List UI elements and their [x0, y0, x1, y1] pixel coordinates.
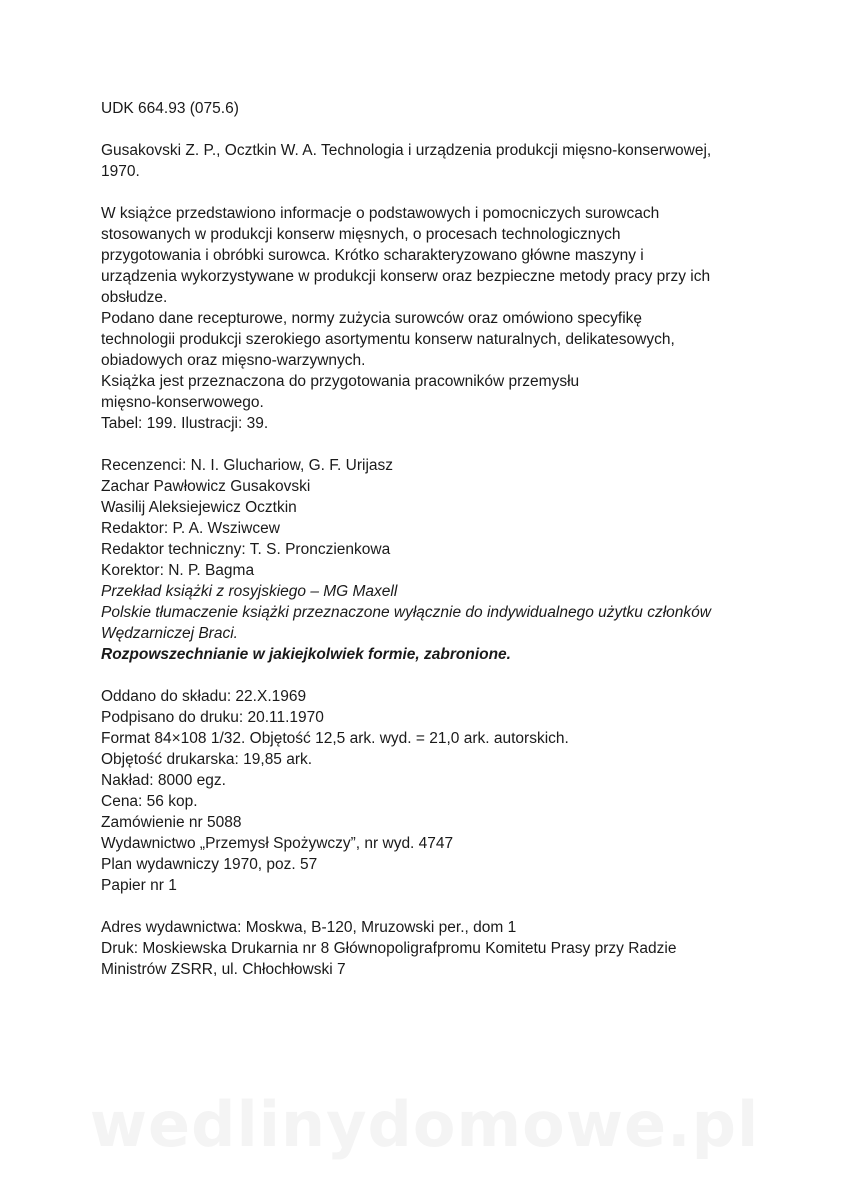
abstract-line: W książce przedstawiono informacje o podstawowych i pomocniczych surowcach: [101, 205, 660, 222]
abstract-line: Książka jest przeznaczona do przygotowania pracowników przemysłu: [101, 373, 580, 390]
imprint-line: Podpisano do druku: 20.11.1970: [101, 709, 324, 726]
prohibition-notice: Rozpowszechnianie w jakiejkolwiek formie, zabronione.: [101, 646, 511, 663]
abstract-line: mięsno-konserwowego.: [101, 394, 264, 411]
abstract-line: technologii produkcji szerokiego asortymentu konserw naturalnych, delikatesowych,: [101, 331, 675, 348]
credit-line: Recenzenci: N. I. Gluchariow, G. F. Urijasz: [101, 457, 394, 474]
watermark: wedlinydomowe.pl: [89, 1088, 760, 1161]
imprint-line: Objętość drukarska: 19,85 ark.: [101, 751, 313, 768]
imprint: [101, 686, 761, 896]
credit-line: Wasilij Aleksiejewicz Ocztkin: [101, 499, 297, 516]
imprint-line: Zamówienie nr 5088: [101, 814, 242, 831]
abstract-line: stosowanych w produkcji konserw mięsnych, o procesach technologicznych: [101, 226, 621, 243]
credits: [101, 455, 761, 665]
citation-line: 1970.: [101, 163, 140, 180]
publisher-address: Adres wydawnictwa: Moskwa, B-120, Mruzowski per., dom 1: [101, 919, 517, 936]
imprint-line: Format 84×108 1/32. Objętość 12,5 ark. wyd. = 21,0 ark. autorskich.: [101, 730, 569, 747]
credit-line: Redaktor: P. A. Wsziwcew: [101, 520, 280, 537]
credit-line: Zachar Pawłowicz Gusakovski: [101, 478, 311, 495]
usage-note: Polskie tłumaczenie książki przeznaczone wyłącznie do indywidualnego użytku członków: [101, 604, 711, 621]
udk-code: UDK 664.93 (075.6): [101, 100, 239, 117]
abstract-line: przygotowania i obróbki surowca. Krótko scharakteryzowano główne maszyny i: [101, 247, 644, 264]
imprint-line: Oddano do składu: 22.X.1969: [101, 688, 307, 705]
translation-note: Przekład książki z rosyjskiego – MG Maxell: [101, 583, 398, 600]
imprint-line: Papier nr 1: [101, 877, 177, 894]
credit-line: Korektor: N. P. Bagma: [101, 562, 255, 579]
document-page: [101, 98, 761, 980]
printer-line: Ministrów ZSRR, ul. Chłochłowski 7: [101, 961, 346, 978]
imprint-line: Nakład: 8000 egz.: [101, 772, 226, 789]
abstract: [101, 203, 761, 434]
imprint-line: Cena: 56 kop.: [101, 793, 198, 810]
imprint-line: Plan wydawniczy 1970, poz. 57: [101, 856, 318, 873]
abstract-line: Tabel: 199. Ilustracji: 39.: [101, 415, 269, 432]
usage-note: Wędzarniczej Braci.: [101, 625, 238, 642]
credit-line: Redaktor techniczny: T. S. Pronczienkowa: [101, 541, 391, 558]
abstract-line: obsłudze.: [101, 289, 168, 306]
imprint-line: Wydawnictwo „Przemysł Spożywczy”, nr wyd. 4747: [101, 835, 454, 852]
printer-line: Druk: Moskiewska Drukarnia nr 8 Głównopoligrafpromu Komitetu Prasy przy Radzie: [101, 940, 677, 957]
abstract-line: obiadowych oraz mięsno-warzywnych.: [101, 352, 366, 369]
citation-line: Gusakovski Z. P., Ocztkin W. A. Technologia i urządzenia produkcji mięsno-konserwowej,: [101, 142, 712, 159]
abstract-line: urządzenia wykorzystywane w produkcji konserw oraz bezpieczne metody pracy przy ich: [101, 268, 711, 285]
abstract-line: Podano dane recepturowe, normy zużycia surowców oraz omówiono specyfikę: [101, 310, 643, 327]
